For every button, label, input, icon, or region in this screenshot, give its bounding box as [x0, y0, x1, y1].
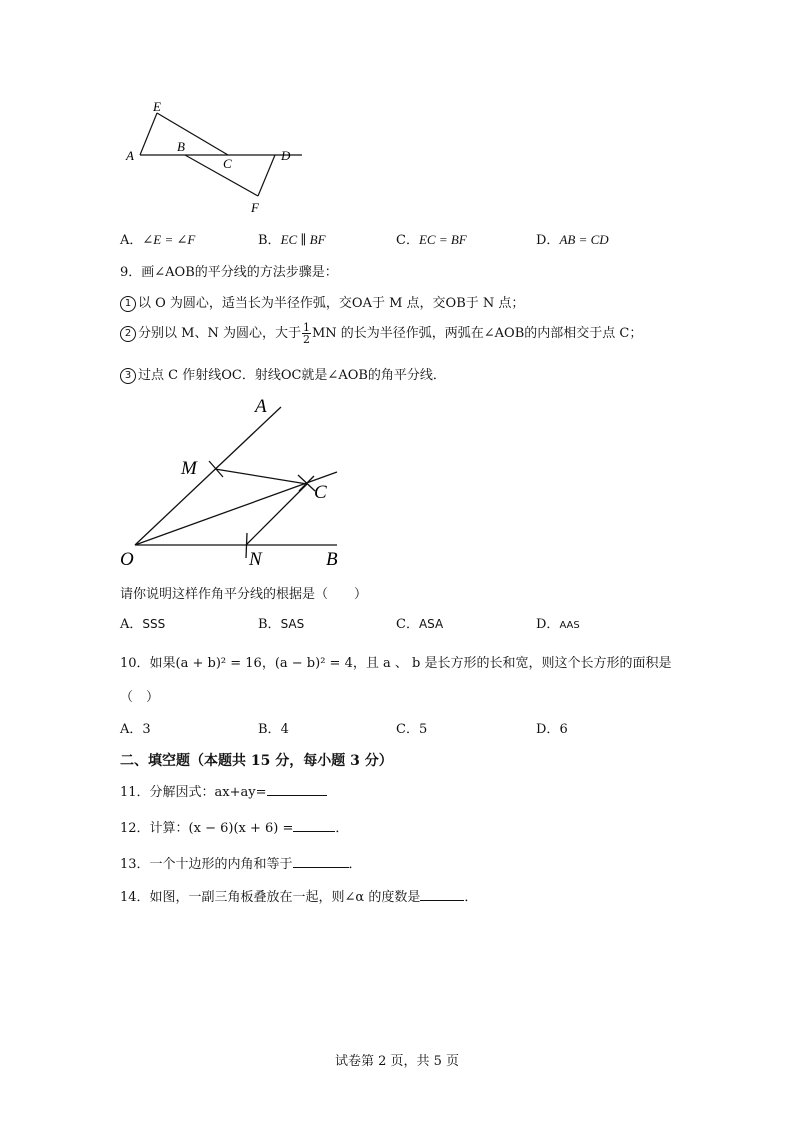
q9-option-b[interactable] — [258, 613, 304, 632]
q9-option-text: AAS — [559, 620, 580, 631]
fraction-numerator: 1 — [302, 321, 310, 334]
q9-step3-text: 过点 C 作射线OC．射线OC就是∠AOB的角平分线． — [138, 368, 446, 383]
q9-stem — [120, 261, 338, 280]
q9-option-letter: A． — [120, 617, 143, 632]
q9-option-letter: C． — [396, 617, 419, 632]
q9-number: 9． — [120, 265, 142, 280]
q9-option-c[interactable] — [396, 613, 443, 632]
q14-answer-blank[interactable] — [420, 888, 464, 901]
q11-answer-blank[interactable] — [267, 783, 327, 796]
label-c: C — [314, 482, 327, 503]
q9-option-letter: D． — [536, 617, 560, 632]
q9-step1-text: 以 O 为圆心，适当长为半径作弧，交OA于 M 点，交OB于 N 点； — [138, 296, 525, 311]
q10-text: 10．如果(a + b)² = 16，(a − b)² = 4，且 a 、 b 是长方形的长和宽，则这个长方形的面积是 — [120, 656, 672, 671]
q14 — [120, 886, 477, 905]
figure-triangles — [115, 95, 315, 220]
label-n: N — [249, 549, 262, 570]
q9-question: 请你说明这样作角平分线的根据是（ ） — [120, 587, 368, 602]
step-number-circle: 1 — [120, 296, 136, 312]
q8-option-c[interactable] — [396, 229, 467, 248]
q8-option-letter: B． — [258, 233, 281, 248]
q9-option-text: ASA — [418, 617, 444, 631]
q14-text: 14．如图，一副三角板叠放在一起，则∠α 的度数是 — [120, 890, 421, 905]
q10-option-letter: C． — [396, 722, 419, 737]
q8-option-letter: D． — [536, 233, 560, 248]
q8-option-text: ∠E = ∠F — [142, 232, 196, 247]
q12-text: 12．计算：(x − 6)(x + 6) = — [120, 821, 294, 836]
q10-option-text: 4 — [280, 722, 289, 737]
q10-option-text: 3 — [142, 722, 151, 737]
page-footer: 试卷第 2 页，共 5 页 — [334, 1054, 460, 1069]
fraction-denominator: 2 — [302, 333, 310, 346]
label-m: M — [181, 458, 197, 479]
label-b: B — [177, 139, 185, 154]
step-number-circle: 3 — [120, 368, 136, 384]
figure-angle-bisector — [115, 390, 355, 575]
q9-option-d[interactable] — [536, 613, 580, 632]
q10-option-c[interactable] — [396, 718, 427, 737]
q9-step2 — [120, 322, 642, 345]
q10-option-letter: B． — [258, 722, 281, 737]
label-f: F — [251, 200, 259, 215]
q10-option-b[interactable] — [258, 718, 289, 737]
fraction-half — [302, 322, 311, 345]
q10-option-text: 5 — [418, 722, 428, 737]
q9-step2-text-a: 分别以 M、N 为圆心，大于 — [138, 326, 301, 341]
q8-option-b[interactable] — [258, 229, 326, 248]
label-b: B — [326, 549, 338, 570]
label-o: O — [120, 549, 134, 570]
q8-option-text: EC ∥ BF — [280, 232, 326, 247]
q8-option-letter: A． — [120, 233, 143, 248]
q13-text: 13．一个十边形的内角和等于 — [120, 857, 293, 872]
q9-step3 — [120, 364, 446, 384]
q9-option-text: SSS — [142, 617, 166, 631]
q9-option-a[interactable] — [120, 613, 165, 632]
q13-answer-blank[interactable] — [293, 855, 349, 868]
q10-option-d[interactable] — [536, 718, 568, 737]
q12-answer-blank[interactable] — [293, 819, 335, 832]
q8-option-a[interactable] — [120, 229, 195, 248]
label-a: A — [126, 148, 134, 163]
q8-option-text: EC = BF — [418, 232, 467, 247]
q10-option-a[interactable] — [120, 718, 151, 737]
q9-option-text: SAS — [280, 617, 305, 631]
q9-step1 — [120, 292, 524, 312]
q8-option-text: AB = CD — [559, 232, 609, 247]
q9-step2-text-b: MN 的长为半径作弧，两弧在∠AOB的内部相交于点 C； — [311, 326, 643, 341]
q10-option-text: 6 — [559, 722, 568, 737]
q12 — [120, 817, 348, 836]
q10-option-letter: D． — [536, 722, 560, 737]
step-number-circle: 2 — [120, 326, 136, 342]
q13 — [120, 853, 362, 872]
q9-stem-text: 画∠AOB的平分线的方法步骤是： — [141, 265, 338, 280]
q11 — [120, 781, 327, 800]
q9-option-letter: B． — [258, 617, 281, 632]
section-title: 二、填空题（本题共 15 分，每小题 3 分） — [120, 753, 393, 769]
label-e: E — [153, 99, 161, 114]
q12-end: ． — [335, 821, 349, 836]
q11-text: 11．分解因式：ax+ay= — [120, 785, 267, 800]
q8-option-d[interactable] — [536, 229, 609, 248]
label-c: C — [223, 156, 232, 171]
q10-paren: （ ） — [120, 690, 160, 705]
label-a: A — [255, 396, 267, 417]
q8-option-letter: C． — [396, 233, 419, 248]
q13-end: ． — [348, 857, 362, 872]
q10-option-letter: A． — [120, 722, 143, 737]
q14-end: ． — [464, 890, 478, 905]
label-d: D — [281, 148, 291, 163]
